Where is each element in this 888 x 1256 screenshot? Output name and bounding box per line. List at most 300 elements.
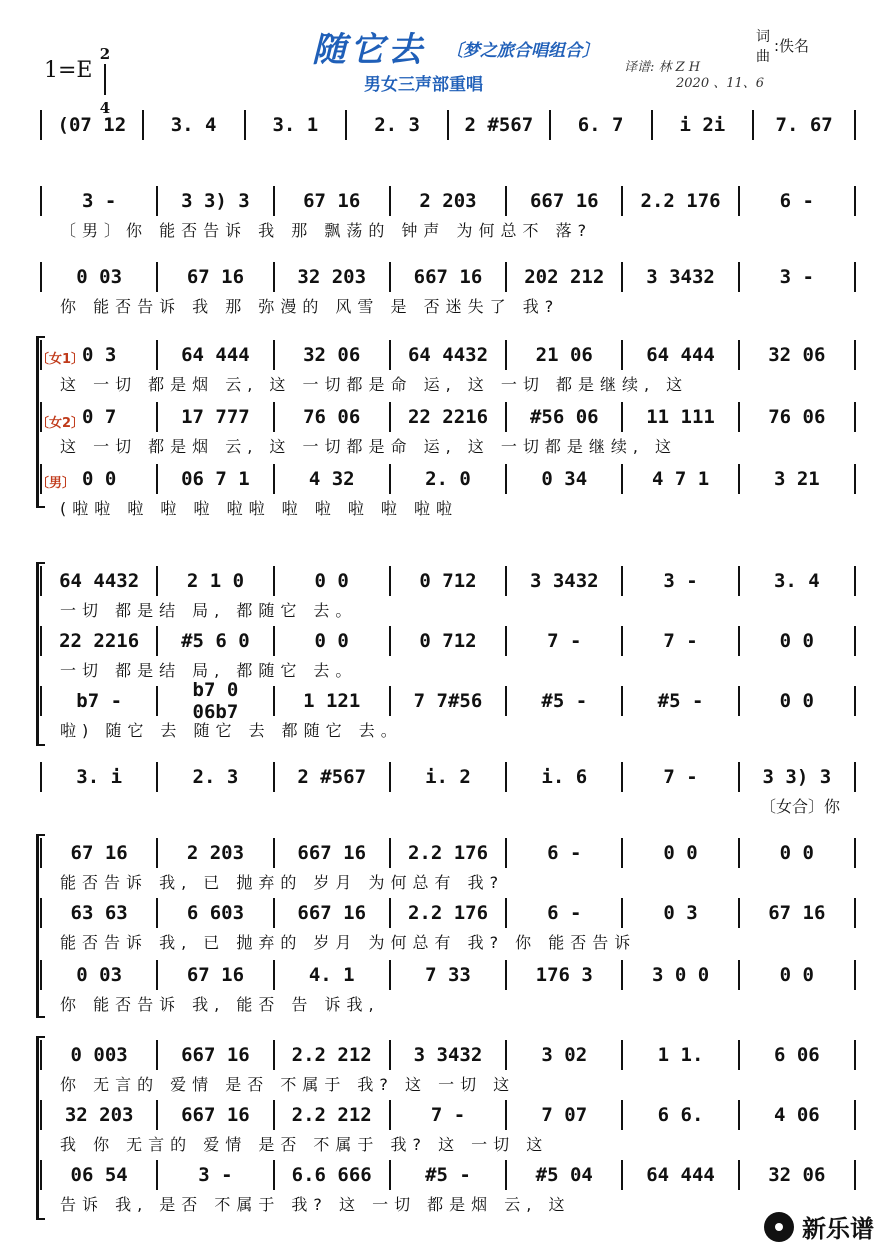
measure: 667 16 <box>181 1044 250 1066</box>
bar-line <box>273 762 275 792</box>
score-row <box>40 110 856 140</box>
bar-line <box>156 626 158 656</box>
bar-line <box>738 402 740 432</box>
lyric-line: 这 一切 都是烟 云, 这 一切都是命 运, 这 一切 都是继续, 这 <box>60 375 689 394</box>
measure: 6 - <box>779 190 814 212</box>
notes-line <box>40 186 856 216</box>
measure: 0 03 <box>76 964 123 986</box>
score-row <box>40 566 856 596</box>
bar-line <box>738 626 740 656</box>
measure: 3 3) 3 <box>181 190 250 212</box>
measure: i. 2 <box>425 766 471 788</box>
bar-line <box>621 838 623 868</box>
meter-bottom: 4 <box>99 99 111 117</box>
measure: 06 7 1 <box>181 468 250 490</box>
measure: 0 34 <box>541 468 588 490</box>
bar-line <box>156 186 158 216</box>
measure: 3 - <box>198 1164 233 1186</box>
measure: 7 - <box>663 630 698 652</box>
measure: 3 3432 <box>529 570 599 592</box>
bar-line <box>389 1160 391 1190</box>
bar-line <box>854 1160 856 1190</box>
bar-line <box>738 262 740 292</box>
measure: b7 0 06b7 <box>192 679 239 723</box>
measure: 64 4432 <box>59 570 140 592</box>
bar-line <box>549 110 551 140</box>
measure: (07 12 <box>57 114 127 136</box>
author-name: :佚名 <box>774 37 810 55</box>
bar-line <box>156 262 158 292</box>
measure: 67 16 <box>70 842 128 864</box>
measure: 11 111 <box>646 406 715 428</box>
bar-line <box>651 110 653 140</box>
measure: 1 1. <box>657 1044 704 1066</box>
bar-line <box>40 762 42 792</box>
bar-line <box>621 1040 623 1070</box>
bar-line <box>273 262 275 292</box>
measure: 0 7 <box>81 406 117 428</box>
bar-line <box>505 1040 507 1070</box>
bar-line <box>156 464 158 494</box>
measure: 2 203 <box>186 842 245 864</box>
meter-top: 2 <box>99 45 111 63</box>
measure: 76 06 <box>303 406 361 428</box>
bar-line <box>273 1100 275 1130</box>
bar-line <box>854 762 856 792</box>
notes-line <box>40 679 856 723</box>
bar-line <box>505 402 507 432</box>
measure: 0 03 <box>76 266 123 288</box>
measure: 2.2 212 <box>291 1044 372 1066</box>
measure: 0 0 <box>779 690 814 712</box>
lyric-line: 〔女合〕你 <box>760 797 841 816</box>
measure: 667 16 <box>297 902 367 924</box>
measure: 7 - <box>430 1104 466 1126</box>
bar-line <box>505 686 507 716</box>
notes-line <box>40 838 856 868</box>
score-row <box>40 1160 856 1190</box>
score-row <box>40 464 856 494</box>
measure: 667 16 <box>413 266 483 288</box>
bar-line <box>389 262 391 292</box>
measure: 22 2216 <box>59 630 140 652</box>
measure: #5 - <box>657 690 704 712</box>
bar-line <box>40 110 42 140</box>
bar-line <box>156 898 158 928</box>
bar-line <box>156 1160 158 1190</box>
arrangement-label: 男女三声部重唱 <box>364 75 483 95</box>
score-row <box>40 679 856 723</box>
measure: 3 3432 <box>413 1044 483 1066</box>
measure: 2 1 0 <box>186 570 245 592</box>
song-title: 随它去 <box>312 30 426 70</box>
bar-line <box>389 898 391 928</box>
measure: 67 16 <box>768 902 826 924</box>
bar-line <box>273 464 275 494</box>
bar-line <box>447 110 449 140</box>
lyric-line: 你 无言的 爱情 是否 不属于 我? 这 一切 这 <box>60 1075 516 1094</box>
bar-line <box>273 186 275 216</box>
lyric-line: 啦) 随它 去 随它 去 都随它 去。 <box>60 721 403 740</box>
measure: #5 04 <box>535 1164 593 1186</box>
notes-line <box>40 402 856 432</box>
measure: 7 7#56 <box>413 690 483 712</box>
bar-line <box>738 762 740 792</box>
bar-line <box>389 1040 391 1070</box>
measure: 76 06 <box>768 406 826 428</box>
song-subtitle: 〔梦之旅合唱组合〕 <box>446 41 599 61</box>
bar-line <box>273 1160 275 1190</box>
system-bracket <box>36 834 45 1018</box>
bar-line <box>854 566 856 596</box>
notes-line <box>40 1160 856 1190</box>
bar-line <box>273 626 275 656</box>
measure: 6 6. <box>657 1104 704 1126</box>
measure: 4 06 <box>773 1104 820 1126</box>
time-signature <box>96 46 114 117</box>
measure: 64 444 <box>181 344 250 366</box>
bar-line <box>505 464 507 494</box>
measure: 3 3) 3 <box>762 766 832 788</box>
notes-line <box>40 262 856 292</box>
bar-line <box>505 838 507 868</box>
lyric-line: 这 一切 都是烟 云, 这 一切都是命 运, 这 一切都是继续, 这 <box>60 437 678 456</box>
lyric-line: (啦啦 啦 啦 啦 啦啦 啦 啦 啦 啦 啦啦 <box>60 499 459 518</box>
meter-line <box>104 64 106 95</box>
key-signature: 1=E <box>44 58 93 83</box>
score-row <box>40 838 856 868</box>
lyric-line: 一切 都是结 局, 都随它 去。 <box>60 661 358 680</box>
measure: 32 06 <box>768 1164 826 1186</box>
measure: 2. 3 <box>374 114 420 136</box>
bar-line <box>505 186 507 216</box>
bar-line <box>854 340 856 370</box>
bar-line <box>273 898 275 928</box>
measure: 6 - <box>547 842 582 864</box>
bar-line <box>621 1160 623 1190</box>
bar-line <box>156 1040 158 1070</box>
measure: b7 - <box>76 690 123 712</box>
measure: 32 203 <box>64 1104 134 1126</box>
bar-line <box>273 838 275 868</box>
measure: 4 32 <box>308 468 355 490</box>
bar-line <box>738 1040 740 1070</box>
measure: 7 - <box>663 766 698 788</box>
bar-line <box>621 762 623 792</box>
notes-line <box>40 1040 856 1070</box>
bar-line <box>156 686 158 716</box>
measure: #56 06 <box>529 406 599 428</box>
measure: 67 16 <box>303 190 361 212</box>
score-row <box>40 762 856 792</box>
bar-line <box>505 262 507 292</box>
bar-line <box>345 110 347 140</box>
measure: 2. 3 <box>192 766 239 788</box>
measure: 0 712 <box>419 570 477 592</box>
measure: 0 0 <box>81 468 117 490</box>
notes-line <box>40 626 856 656</box>
measure: 1 121 <box>303 690 361 712</box>
bar-line <box>244 110 246 140</box>
bar-line <box>621 686 623 716</box>
score-row <box>40 960 856 990</box>
bar-line <box>621 566 623 596</box>
measure: 0 0 <box>314 630 349 652</box>
measure: 7 07 <box>541 1104 588 1126</box>
measure: 64 444 <box>646 1164 715 1186</box>
notes-line <box>40 898 856 928</box>
bar-line <box>738 464 740 494</box>
measure: 7. 67 <box>775 114 833 136</box>
measure: 667 16 <box>297 842 367 864</box>
measure: 3 3432 <box>646 266 715 288</box>
measure: 3. i <box>76 766 123 788</box>
score-row <box>40 186 856 216</box>
measure: 22 2216 <box>407 406 489 428</box>
lyric-line: 我 你 无言的 爱情 是否 不属于 我? 这 一切 这 <box>60 1135 549 1154</box>
bar-line <box>142 110 144 140</box>
bar-line <box>738 340 740 370</box>
measure: 0 0 <box>779 630 814 652</box>
measure: 6 - <box>547 902 582 924</box>
lyric-line: 你 能否告诉 我, 能否 告 诉我, <box>60 995 380 1014</box>
bar-line <box>389 186 391 216</box>
bar-line <box>389 762 391 792</box>
bar-line <box>156 838 158 868</box>
transcription-date: 2020 、11、6 <box>676 76 765 91</box>
bar-line <box>854 262 856 292</box>
bar-line <box>156 566 158 596</box>
measure: #5 - <box>425 1164 471 1186</box>
measure: 6.6 666 <box>291 1164 372 1186</box>
bar-line <box>854 626 856 656</box>
bar-line <box>854 402 856 432</box>
measure: 3 - <box>81 190 117 212</box>
bar-line <box>738 686 740 716</box>
bar-line <box>854 898 856 928</box>
bar-line <box>752 110 754 140</box>
measure: 0 0 <box>314 570 349 592</box>
bar-line <box>156 402 158 432</box>
bar-line <box>621 340 623 370</box>
bar-line <box>273 686 275 716</box>
measure: 0 0 <box>779 964 814 986</box>
measure: 176 3 <box>535 964 593 986</box>
system-bracket <box>36 562 45 746</box>
bar-line <box>854 960 856 990</box>
measure: #5 - <box>541 690 588 712</box>
measure: 06 54 <box>70 1164 128 1186</box>
bar-line <box>738 1100 740 1130</box>
bar-line <box>738 186 740 216</box>
bar-line <box>156 1100 158 1130</box>
bar-line <box>389 340 391 370</box>
lyric-line: 一切 都是结 局, 都随它 去。 <box>60 601 358 620</box>
bar-line <box>854 1100 856 1130</box>
score-row <box>40 262 856 292</box>
bar-line <box>156 762 158 792</box>
bar-line <box>273 960 275 990</box>
measure: 4. 1 <box>308 964 355 986</box>
bar-line <box>273 1040 275 1070</box>
measure: 4 7 1 <box>651 468 710 490</box>
notes-line <box>40 566 856 596</box>
bar-line <box>389 566 391 596</box>
measure: 3 0 0 <box>651 964 710 986</box>
score-row <box>40 626 856 656</box>
measure: i 2i <box>679 114 726 136</box>
lyric-line: 告诉 我, 是否 不属于 我? 这 一切 都是烟 云, 这 <box>60 1195 571 1214</box>
measure: 0 712 <box>419 630 477 652</box>
bar-line <box>854 1040 856 1070</box>
lyric-line: 能否告诉 我, 已 抛弃的 岁月 为何总有 我? 你 能否告诉 <box>60 933 637 952</box>
measure: 0 0 <box>663 842 698 864</box>
voice-label-female-1: 〔女1〕 <box>36 352 85 367</box>
system-bracket <box>36 1036 45 1220</box>
bar-line <box>40 186 42 216</box>
bar-line <box>505 566 507 596</box>
notes-line <box>40 464 856 494</box>
measure: 6 06 <box>773 1044 820 1066</box>
measure: 0 003 <box>70 1044 128 1066</box>
bar-line <box>505 960 507 990</box>
measure: 7 - <box>547 630 582 652</box>
measure: 32 06 <box>303 344 361 366</box>
voice-label-male: 〔男〕 <box>36 476 76 491</box>
bar-line <box>621 186 623 216</box>
measure: 2.2 176 <box>640 190 721 212</box>
measure: 3. 4 <box>773 570 820 592</box>
measure: 6. 7 <box>577 114 624 136</box>
measure: 2 #567 <box>297 766 367 788</box>
bar-line <box>738 898 740 928</box>
measure: 3. 4 <box>170 114 217 136</box>
measure: i. 6 <box>541 766 588 788</box>
measure: 32 203 <box>297 266 367 288</box>
bar-line <box>505 898 507 928</box>
bar-line <box>854 838 856 868</box>
measure: 3 - <box>779 266 814 288</box>
measure: 63 63 <box>70 902 128 924</box>
lyricist-label: 词 <box>756 29 770 45</box>
measure: 3 - <box>663 570 698 592</box>
bar-line <box>505 626 507 656</box>
measure: 667 16 <box>181 1104 250 1126</box>
notes-line <box>40 762 856 792</box>
bar-line <box>738 566 740 596</box>
record-disc-icon <box>764 1212 794 1242</box>
measure: 64 444 <box>646 344 715 366</box>
notes-line <box>40 1100 856 1130</box>
bar-line <box>505 340 507 370</box>
notes-line <box>40 110 856 140</box>
bar-line <box>40 262 42 292</box>
measure: 0 0 <box>779 842 814 864</box>
bar-line <box>156 960 158 990</box>
notes-line <box>40 340 856 370</box>
measure: 2.2 176 <box>407 842 489 864</box>
score-row <box>40 340 856 370</box>
measure: 0 3 <box>663 902 698 924</box>
transcriber-credit: 译谱: 林 Z H <box>624 60 701 75</box>
bar-line <box>621 402 623 432</box>
bar-line <box>505 1160 507 1190</box>
bar-line <box>389 626 391 656</box>
measure: 7 33 <box>425 964 471 986</box>
score-row <box>40 898 856 928</box>
bar-line <box>389 960 391 990</box>
bar-line <box>854 186 856 216</box>
bar-line <box>273 566 275 596</box>
bar-line <box>621 262 623 292</box>
score-row <box>40 1040 856 1070</box>
measure: 64 4432 <box>407 344 489 366</box>
bar-line <box>389 1100 391 1130</box>
lyric-line: 〔男〕你 能否告诉 我 那 飘荡的 钟声 为何总不 落? <box>60 221 593 240</box>
lyric-line: 能否告诉 我, 已 抛弃的 岁月 为何总有 我? <box>60 873 505 892</box>
bar-line <box>505 1100 507 1130</box>
bar-line <box>854 464 856 494</box>
score-row <box>40 402 856 432</box>
bar-line <box>389 838 391 868</box>
measure: 67 16 <box>186 266 245 288</box>
lyric-line: 你 能否告诉 我 那 弥漫的 风雪 是 否迷失了 我? <box>60 297 560 316</box>
bar-line <box>505 762 507 792</box>
bar-line <box>156 340 158 370</box>
bar-line <box>738 960 740 990</box>
measure: 6 603 <box>186 902 245 924</box>
bar-line <box>389 402 391 432</box>
notes-line <box>40 960 856 990</box>
measure: 3. 1 <box>272 114 319 136</box>
measure: #5 6 0 <box>181 630 250 652</box>
measure: 2 203 <box>419 190 477 212</box>
measure: 3 21 <box>773 468 820 490</box>
bar-line <box>738 838 740 868</box>
bar-line <box>273 340 275 370</box>
measure: 3 02 <box>541 1044 588 1066</box>
bar-line <box>389 464 391 494</box>
bar-line <box>621 464 623 494</box>
bar-line <box>621 626 623 656</box>
bar-line <box>854 686 856 716</box>
measure: 667 16 <box>529 190 599 212</box>
measure: 2. 0 <box>425 468 471 490</box>
measure: 67 16 <box>186 964 245 986</box>
bar-line <box>389 686 391 716</box>
measure: 17 777 <box>181 406 250 428</box>
measure: 2.2 212 <box>291 1104 372 1126</box>
bar-line <box>854 110 856 140</box>
measure: 202 212 <box>524 266 605 288</box>
bar-line <box>621 1100 623 1130</box>
site-watermark <box>764 1209 874 1244</box>
bar-line <box>621 898 623 928</box>
measure: 2 #567 <box>464 114 534 136</box>
bar-line <box>273 402 275 432</box>
watermark-text: 新乐谱 <box>802 1215 874 1243</box>
bar-line <box>621 960 623 990</box>
system-bracket <box>36 336 45 508</box>
measure: 0 3 <box>81 344 117 366</box>
voice-label-female-2: 〔女2〕 <box>36 416 85 431</box>
bar-line <box>738 1160 740 1190</box>
measure: 2.2 176 <box>407 902 489 924</box>
score-row <box>40 1100 856 1130</box>
measure: 32 06 <box>768 344 826 366</box>
composer-label: 曲 <box>756 49 770 65</box>
measure: 21 06 <box>535 344 593 366</box>
